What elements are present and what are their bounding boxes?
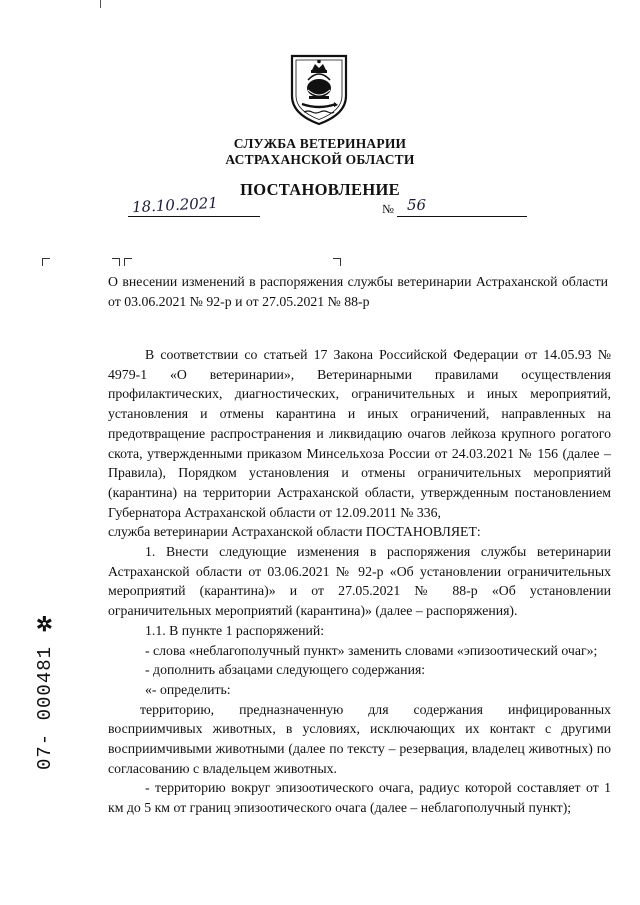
paragraph-determine: «- определить: — [145, 681, 231, 697]
paragraph-words-replace: - слова «неблагополучный пункт» заменить словами «эпизоотический очаг»; — [145, 642, 598, 658]
paragraph-resolves: служба ветеринарии Астраханской области ПОСТАНОВЛЯЕТ: — [108, 524, 481, 540]
margin-corner-mark-left — [42, 258, 50, 266]
document-subject: О внесении изменений в распоряжения службы ветеринарии Астраханской области от 03.06.2021 № 92-р и от 27.05.2021 № 88-р — [108, 274, 608, 309]
registration-number-vertical: 07- 000481 — [34, 645, 56, 770]
scan-mark — [100, 0, 101, 8]
paragraph-unfavorable-point: - территорию вокруг эпизоотического очага, радиус которой составляет от 1 км до 5 км от границ эпизоотического очага (далее – неблагополучный пункт); — [108, 780, 611, 816]
document-type-title: ПОСТАНОВЛЕНИЕ — [240, 180, 400, 199]
number-label: № — [382, 202, 394, 216]
paragraph-legal-basis: В соответствии со статьей 17 Закона Российской Федерации от 14.05.93 № 4979-1 «О ветеринарии», Ветеринарными правилами осуществления профилактических, диагностических, ограничительных и иных мероприятий, установления и отмены карантина и иных ограничений, направленных на предотвращение распространения и ликвидацию очагов лейкоза крупного рогатого скота, утвержденными приказом Минсельхоза России от 24.03.2021 № 156 (далее – Правила), Порядком установления и отмены ограничительных мероприятий (карантина) на территории Астраханской области, утвержденным постановлением Губернатора Астраханской области от 12.09.2011 № 336, — [108, 347, 611, 520]
subject-corner-mark-right — [333, 258, 341, 266]
organization-name-line2: АСТРАХАНСКОЙ ОБЛАСТИ — [225, 152, 415, 167]
number-underline — [397, 215, 527, 217]
document-number: 56 — [407, 196, 427, 214]
subject-corner-mark-left-2 — [124, 258, 132, 266]
document-body — [108, 345, 611, 818]
paragraph-add-abzats: - дополнить абзацами следующего содержания: — [145, 662, 426, 678]
paragraph-item-1: 1. Внести следующие изменения в распоряжения службы ветеринарии Астраханской области от 03.06.2021 № 92-р «Об установлении ограничительных мероприятий (карантина)» и от 27.05.2021 № 88-р «Об установлении ограничительных мероприятий (карантина)» (далее – распоряжения). — [108, 544, 611, 619]
paragraph-reservation: территорию, предназначенную для содержания инфицированных восприимчивых животных, в условиях, исключающих их контакт с другими восприимчивыми животными (далее по тексту – резервация, владелец животных) по согласованию с владельцем животных. — [108, 701, 611, 776]
date-underline — [128, 215, 260, 217]
organization-name-line1: СЛУЖБА ВЕТЕРИНАРИИ — [233, 136, 407, 151]
paragraph-item-1-1: 1.1. В пункте 1 распоряжений: — [145, 622, 325, 638]
document-date: 18.10.2021 — [131, 193, 219, 217]
subject-corner-mark-left — [112, 258, 120, 266]
coat-of-arms-emblem — [286, 50, 352, 126]
margin-asterisk-mark: ✲ — [36, 614, 53, 636]
